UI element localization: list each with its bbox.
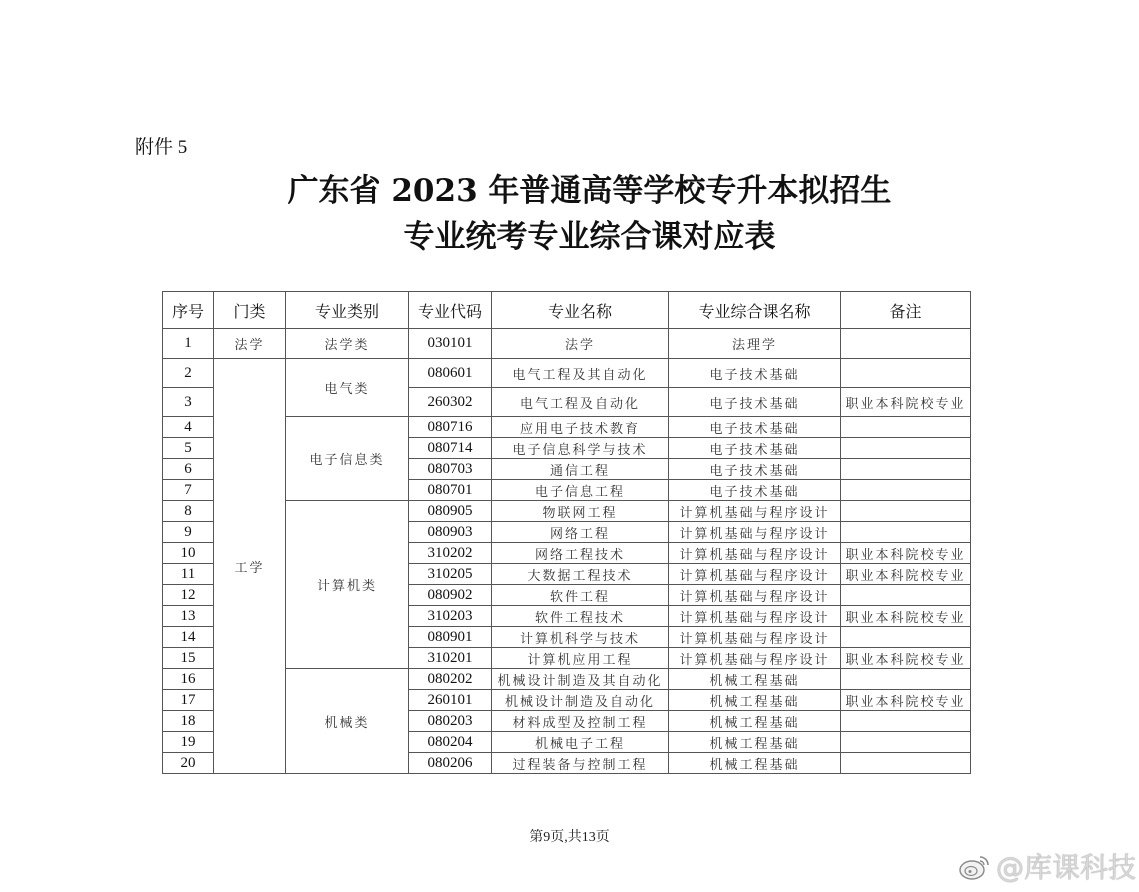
- class-cell: 计算机类: [286, 501, 409, 669]
- row-no: 19: [163, 732, 214, 753]
- row-no: 4: [163, 417, 214, 438]
- major-name: 物联网工程: [492, 501, 669, 522]
- major-code: 080716: [409, 417, 492, 438]
- watermark-text: @库课科技: [996, 851, 1137, 884]
- major-name: 大数据工程技术: [492, 564, 669, 585]
- major-code: 080701: [409, 480, 492, 501]
- course-name: 机械工程基础: [669, 669, 841, 690]
- row-no: 1: [163, 329, 214, 359]
- note: 职业本科院校专业: [841, 564, 971, 585]
- course-name: 电子技术基础: [669, 459, 841, 480]
- major-code: 080601: [409, 359, 492, 388]
- attachment-label: 附件 5: [135, 137, 188, 158]
- header-note: 备注: [841, 292, 971, 329]
- major-code: 080703: [409, 459, 492, 480]
- course-name: 计算机基础与程序设计: [669, 606, 841, 627]
- note: 职业本科院校专业: [841, 543, 971, 564]
- header-class: 专业类别: [286, 292, 409, 329]
- major-name: 软件工程: [492, 585, 669, 606]
- major-course-table: [162, 291, 971, 774]
- course-name: 计算机基础与程序设计: [669, 585, 841, 606]
- course-name: 电子技术基础: [669, 438, 841, 459]
- major-code: 080714: [409, 438, 492, 459]
- major-name: 电子信息工程: [492, 480, 669, 501]
- row-no: 10: [163, 543, 214, 564]
- note: [841, 753, 971, 774]
- major-name: 机械设计制造及自动化: [492, 690, 669, 711]
- course-name: 机械工程基础: [669, 753, 841, 774]
- note: [841, 669, 971, 690]
- note: [841, 459, 971, 480]
- row-no: 6: [163, 459, 214, 480]
- course-name: 计算机基础与程序设计: [669, 648, 841, 669]
- note: 职业本科院校专业: [841, 648, 971, 669]
- row-no: 9: [163, 522, 214, 543]
- page-footer: [0, 826, 1139, 846]
- major-code: 260101: [409, 690, 492, 711]
- major-name: 机械设计制造及其自动化: [492, 669, 669, 690]
- row-no: 3: [163, 388, 214, 417]
- note: [841, 522, 971, 543]
- major-code: 260302: [409, 388, 492, 417]
- major-code: 080204: [409, 732, 492, 753]
- course-name: 法理学: [669, 329, 841, 359]
- class-cell: 电气类: [286, 359, 409, 417]
- major-name: 电子信息科学与技术: [492, 438, 669, 459]
- note: 职业本科院校专业: [841, 606, 971, 627]
- major-name: 电气工程及其自动化: [492, 359, 669, 388]
- row-no: 15: [163, 648, 214, 669]
- document-title-line-1: 广东省 2023 年普通高等学校专升本拟招生: [287, 173, 892, 209]
- note: 职业本科院校专业: [841, 388, 971, 417]
- major-name: 计算机应用工程: [492, 648, 669, 669]
- course-name: 电子技术基础: [669, 480, 841, 501]
- note: [841, 627, 971, 648]
- row-no: 5: [163, 438, 214, 459]
- course-name: 机械工程基础: [669, 690, 841, 711]
- major-name: 机械电子工程: [492, 732, 669, 753]
- note: [841, 417, 971, 438]
- major-code: 310201: [409, 648, 492, 669]
- major-code: 310203: [409, 606, 492, 627]
- class-cell: 法学类: [286, 329, 409, 359]
- header-major-name: 专业名称: [492, 292, 669, 329]
- major-name: 材料成型及控制工程: [492, 711, 669, 732]
- table-row: [163, 329, 971, 359]
- note: [841, 501, 971, 522]
- note: [841, 438, 971, 459]
- page-indicator: 第9页,共13页: [529, 830, 610, 845]
- major-code: 080901: [409, 627, 492, 648]
- major-code: 310202: [409, 543, 492, 564]
- note: [841, 585, 971, 606]
- course-name: 电子技术基础: [669, 359, 841, 388]
- note: [841, 329, 971, 359]
- major-name: 计算机科学与技术: [492, 627, 669, 648]
- watermark: [958, 846, 1136, 886]
- class-cell: 机械类: [286, 669, 409, 774]
- course-name: 计算机基础与程序设计: [669, 627, 841, 648]
- header-category: 门类: [214, 292, 286, 329]
- document-title-line-2: 专业统考专业综合课对应表: [403, 219, 776, 255]
- major-code: 080903: [409, 522, 492, 543]
- row-no: 16: [163, 669, 214, 690]
- table-row: [163, 359, 971, 388]
- header-course-name: 专业综合课名称: [669, 292, 841, 329]
- major-name: 网络工程: [492, 522, 669, 543]
- major-code: 080202: [409, 669, 492, 690]
- row-no: 8: [163, 501, 214, 522]
- note: [841, 359, 971, 388]
- header-code: 专业代码: [409, 292, 492, 329]
- class-cell: 电子信息类: [286, 417, 409, 501]
- row-no: 14: [163, 627, 214, 648]
- row-no: 12: [163, 585, 214, 606]
- course-name: 计算机基础与程序设计: [669, 564, 841, 585]
- weibo-icon: [958, 851, 992, 881]
- row-no: 13: [163, 606, 214, 627]
- row-no: 7: [163, 480, 214, 501]
- major-name: 应用电子技术教育: [492, 417, 669, 438]
- major-name: 电气工程及自动化: [492, 388, 669, 417]
- major-code: 030101: [409, 329, 492, 359]
- major-name: 软件工程技术: [492, 606, 669, 627]
- major-name: 法学: [492, 329, 669, 359]
- category-cell: 法学: [214, 329, 286, 359]
- row-no: 18: [163, 711, 214, 732]
- row-no: 20: [163, 753, 214, 774]
- major-name: 网络工程技术: [492, 543, 669, 564]
- row-no: 17: [163, 690, 214, 711]
- major-name: 通信工程: [492, 459, 669, 480]
- row-no: 11: [163, 564, 214, 585]
- course-name: 电子技术基础: [669, 388, 841, 417]
- major-code: 080902: [409, 585, 492, 606]
- major-name: 过程装备与控制工程: [492, 753, 669, 774]
- course-name: 电子技术基础: [669, 417, 841, 438]
- course-name: 机械工程基础: [669, 732, 841, 753]
- category-cell: 工学: [214, 359, 286, 774]
- note: [841, 732, 971, 753]
- table-header-row: [163, 292, 971, 329]
- row-no: 2: [163, 359, 214, 388]
- major-code: 080905: [409, 501, 492, 522]
- course-name: 机械工程基础: [669, 711, 841, 732]
- header-no: 序号: [163, 292, 214, 329]
- major-code: 310205: [409, 564, 492, 585]
- note: 职业本科院校专业: [841, 690, 971, 711]
- note: [841, 480, 971, 501]
- major-code: 080206: [409, 753, 492, 774]
- note: [841, 711, 971, 732]
- major-code: 080203: [409, 711, 492, 732]
- course-name: 计算机基础与程序设计: [669, 543, 841, 564]
- course-name: 计算机基础与程序设计: [669, 501, 841, 522]
- course-name: 计算机基础与程序设计: [669, 522, 841, 543]
